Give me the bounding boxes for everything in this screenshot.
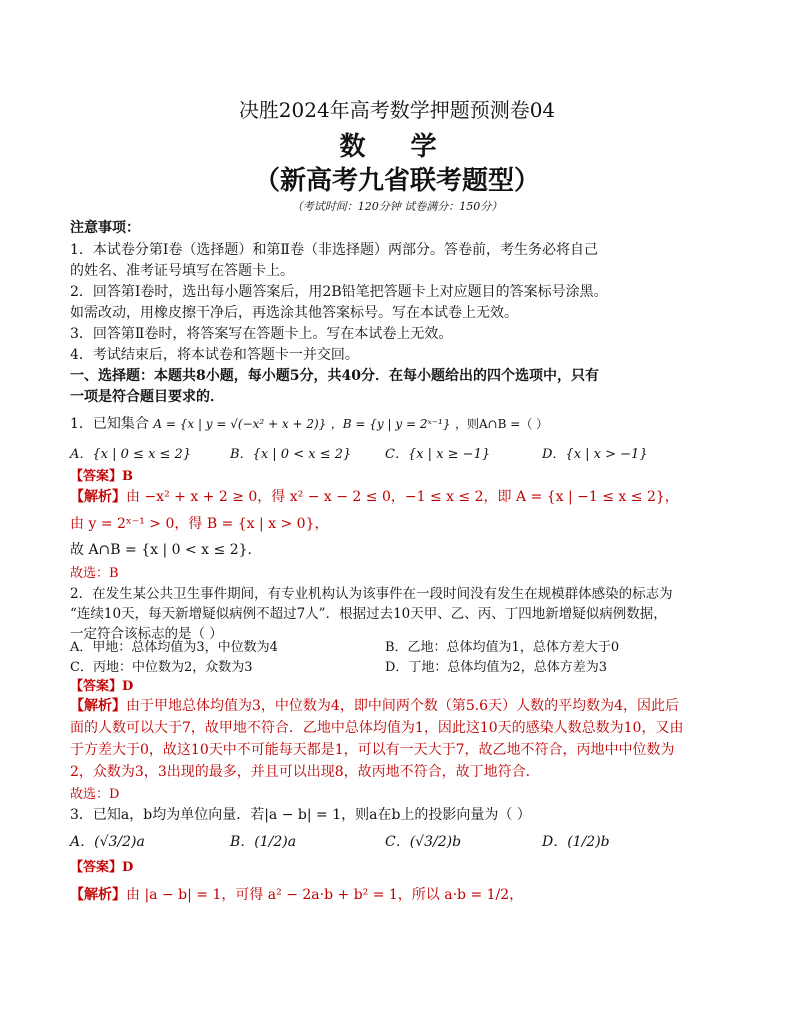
- q2-option-d: D．丁地：总体均值为2，总体方差为3: [385, 660, 607, 675]
- q1-option-d: D．{x | x > −1}: [542, 447, 648, 462]
- q3-analysis-line-1: [70, 885, 730, 906]
- notes-line-4: 如需改动，用橡皮擦干净后，再选涂其他答案标号。写在本试卷上无效。: [70, 305, 518, 321]
- q1-stem-end: ，则A∩B =（ ）: [454, 417, 549, 431]
- q2-choose: 故选：D: [70, 787, 120, 802]
- q3-option-b: B．(1/2)a: [230, 834, 297, 850]
- q2-analysis-line-4: 2，众数为3，3出现的最多，并且可以出现8，故丙地不符合，故丁地符合．: [70, 764, 540, 780]
- q2-analysis-line-1: [70, 696, 730, 717]
- q3-analysis-tag: 【解析】: [70, 887, 126, 903]
- q1-analysis-text-1: 由 −x² + x + 2 ≥ 0，得 x² − x − 2 ≤ 0，−1 ≤ x ≤ 2，即 A = {x | −1 ≤ x ≤ 2}，: [126, 489, 679, 505]
- notes-line-1: 1．本试卷分第Ⅰ卷（选择题）和第Ⅱ卷（非选择题）两部分。答卷前，考生务必将自己: [70, 242, 598, 258]
- q1-option-a: A．{x | 0 ≤ x ≤ 2}: [70, 447, 192, 462]
- q3-answer: 【答案】D: [70, 860, 134, 875]
- q1-analysis-line-3: 故 A∩B = {x | 0 < x ≤ 2}.: [70, 542, 252, 558]
- q2-analysis-line-2: 面的人数可以大于7，故甲地不符合．乙地中总体均值为1，因此这10天的感染人数总数为10，又由: [70, 720, 684, 736]
- exam-title: 决胜2024年高考数学押题预测卷04: [238, 98, 556, 122]
- notes-line-6: 4．考试结束后，将本试卷和答题卡一并交回。: [70, 347, 359, 363]
- q2-analysis-tag: 【解析】: [70, 698, 126, 714]
- q1-stem: [70, 414, 730, 435]
- q1-set-a: A = {x | y = √(−x² + x + 2)}: [153, 417, 327, 431]
- q1-stem-label: 1．已知集合: [70, 416, 149, 432]
- q2-analysis-text-1: 由于甲地总体均值为3，中位数为4，即中间两个数（第5.6天）人数的平均数为4，因此后: [126, 698, 679, 714]
- q2-stem-line-3: 一定符合该标志的是（ ）: [70, 626, 223, 642]
- q1-set-b: ，B = {y | y = 2ˣ⁻¹}: [330, 417, 451, 431]
- notes-heading: 注意事项：: [70, 220, 140, 236]
- q3-stem: 3．已知a，b均为单位向量．若|a − b| = 1，则a在b上的投影向量为（ ）: [70, 807, 531, 823]
- q3-option-c: C．(√3/2)b: [385, 834, 462, 850]
- notes-line-3: 2．回答第Ⅰ卷时，选出每小题答案后，用2B铅笔把答题卡上对应题目的答案标号涂黑。: [70, 284, 608, 300]
- q1-analysis-line-2: 由 y = 2ˣ⁻¹ > 0，得 B = {x | x > 0}，: [70, 516, 329, 532]
- notes-line-2: 的姓名、准考证号填写在答题卡上。: [70, 263, 294, 279]
- q2-option-a: A．甲地：总体均值为3，中位数为4: [70, 640, 278, 655]
- q3-analysis-text: 由 |a − b| = 1，可得 a² − 2a·b + b² = 1，所以 a·b = 1/2，: [126, 887, 524, 903]
- exam-type-title: （新高考九省联考题型）: [253, 166, 540, 196]
- q1-option-c: C．{x | x ≥ −1}: [385, 447, 491, 462]
- q1-analysis-line-1: [70, 487, 730, 508]
- q2-stem-line-1: 2．在发生某公共卫生事件期间，有专业机构认为该事件在一段时间没有发生在规模群体感染的标志为: [70, 586, 673, 602]
- q2-analysis-line-3: 于方差大于0，故这10天中不可能每天都是1，可以有一天大于7，故乙地不符合，丙地中中位数为: [70, 742, 675, 758]
- q1-choose: 故选：B: [70, 566, 119, 581]
- subject-title: 数 学: [339, 132, 455, 162]
- q2-answer: 【答案】D: [70, 679, 134, 694]
- q3-option-a: A．(√3/2)a: [70, 834, 145, 850]
- q1-answer: 【答案】B: [70, 469, 133, 484]
- exam-meta: （考试时间：120分钟 试卷满分：150分）: [291, 200, 503, 213]
- q2-option-b: B．乙地：总体均值为1，总体方差大于0: [385, 640, 620, 655]
- q1-analysis-tag: 【解析】: [70, 489, 126, 505]
- q1-option-b: B．{x | 0 < x ≤ 2}: [230, 447, 352, 462]
- q2-option-c: C．丙地：中位数为2，众数为3: [70, 660, 253, 675]
- notes-line-5: 3．回答第Ⅱ卷时，将答案写在答题卡上。写在本试卷上无效。: [70, 326, 453, 342]
- section-heading-line-2: 一项是符合题目要求的．: [70, 389, 224, 405]
- q2-stem-line-2: “连续10天，每天新增疑似病例不超过7人”．根据过去10天甲、乙、丙、丁四地新增疑似病例数据，: [70, 606, 667, 622]
- section-heading-line-1: 一、选择题：本题共8小题，每小题5分，共40分．在每小题给出的四个选项中，只有: [70, 368, 599, 384]
- q3-option-d: D．(1/2)b: [542, 834, 610, 850]
